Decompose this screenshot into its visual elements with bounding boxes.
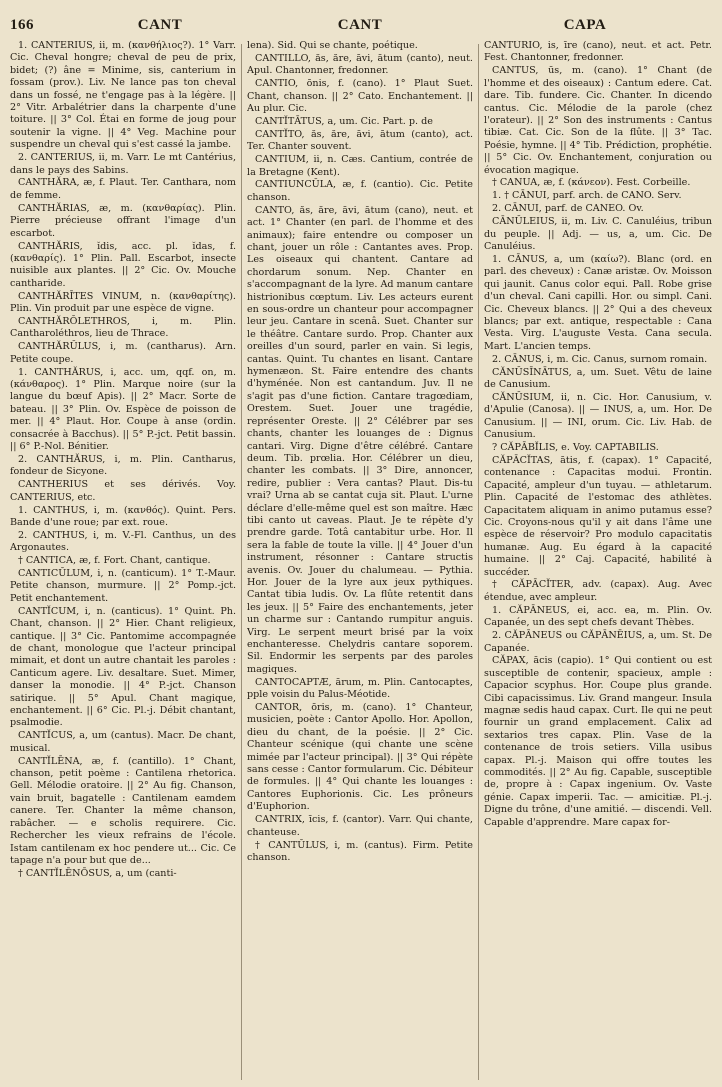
right-column [484, 40, 712, 1080]
middle-column-guide-word: CANT [337, 17, 383, 33]
dictionary-entry: CANTILLO, ăs, ăre, āvi, ātum (canto), neut. Apul. Chantonner, fredonner. [247, 52, 473, 77]
dictionary-entry: lena). Sid. Qui se chante, poétique. [247, 40, 418, 51]
dictionary-entry: CANTRIX, īcis, f. (cantor). Varr. Qui chante, chanteuse. [247, 814, 473, 838]
dictionary-entry: CANTIUM, ii, n. Cæs. Cantium, contrée de la Bretagne (Kent). [247, 154, 473, 178]
dictionary-entry: CĂPĀCĬTAS, ātis, f. (capax). 1° Capacité, contenance : Capacitas modui. Frontin. Capacité, ampleur d'un tuyau. — athletarum. Plin. Capacité de l'estomac des athlètes. Capacitatem aliquam in animo putamus esse? Cic. Croyons-nous qu'il y ait dans l'âme une espèce de réservoir? Pro modulo capacitatis humanæ. Aug. Eu égard à la capacité humaine. || 2° Caj. Capacité, habilité à succéder. [484, 454, 712, 578]
dictionary-entry: 2. CANTHUS, i, m. V.-Fl. Canthus, un des Argonautes. [10, 529, 236, 554]
dictionary-entry: CANTIO, ōnis, f. (cano). 1° Plaut Suet. Chant, chanson. || 2° Cato. Enchantement. || Au plur. Cic. [247, 78, 473, 115]
dictionary-entry: CANTĬTĀTUS, a, um. Cic. Part. p. de [255, 115, 433, 127]
left-column-guide-word: CANT [137, 17, 183, 33]
dictionary-entry: † CĂPĀCĬTER, adv. (capax). Aug. Avec étendue, avec ampleur. [484, 579, 712, 603]
dictionary-entry: 1. CANTHUS, i, m. (κανθός). Quint. Pers. Bande d'une roue; par ext. roue. [10, 504, 236, 528]
right-column-guide-word: CAPA [563, 17, 607, 33]
dictionary-entry: † CANTICA, æ, f. Fort. Chant, cantique. [18, 555, 211, 567]
dictionary-entry: CANTĬCUM, i, n. (canticus). 1° Quint. Ph. Chant, chanson. || 2° Hier. Chant religieux, cantique. || 3° Cic. Pantomime accompagnée de chant, monologue que l'acteur principal mimait, et dont un autre chantait les paroles : Canticum agere. Liv. desaltare. Suet. Mimer, danser la monodie. || 4° P.-jct. Chanson satirique. || 5° Apul. Chant magique, enchantement. || 6° Cic. Pl.-j. Débit chantant, psalmodie. [10, 605, 236, 729]
dictionary-entry: CANTHĂRA, æ, f. Plaut. Ter. Canthara, nom de femme. [10, 177, 236, 201]
dictionary-entry: CANTHĂRIAS, æ, m. (κανθαρίας). Plin. Pierre précieuse offrant l'image d'un escarbot. [10, 202, 236, 239]
dictionary-entry: 2. CANTERIUS, ii, m. Varr. Le mt Cantérius, dans le pays des Sabins. [10, 152, 236, 176]
dictionary-entry: 2. CANTHĂRUS, i, m. Plin. Cantharus, fondeur de Sicyone. [10, 453, 236, 478]
dictionary-entry: CĂNŬSĪNĀTUS, a, um. Suet. Vêtu de laine de Canusium. [484, 366, 712, 390]
dictionary-entry: CANTĬTO, ăs, ăre, āvi, ātum (canto), act. Ter. Chanter souvent. [247, 128, 473, 153]
dictionary-entry: 1. CANTHĂRUS, i, acc. um, qqf. on, m. (κάνθαρος). 1° Plin. Marque noire (sur la langue du bœuf Apis). || 2° Macr. Sorte de bateau. || 3° Plin. Ov. Espèce de poisson de mer. || 4° Plaut. Hor. Coupe à anse (ordin. consacrée à Bacchus). || 5° P.-jct. Petit bassin. || 6° P.-Nol. Bénitier. [10, 366, 236, 452]
middle-column [247, 40, 473, 1080]
dictionary-entry: † CANUA, æ, f. (κάνεον). Fest. Corbeille. [492, 177, 691, 189]
dictionary-entry: CANTĬLĒNA, æ, f. (cantillo). 1° Chant, chanson, petit poème : Cantilena rhetorica. Gell. Mélodie oratoire. || 2° Au fig. Chanson, vain bruit, bagatelle : Cantilenam eamdem canere. Ter. Chanter la même chanson, rabâcher. — e scholis requirere. Cic. Rechercher les vieux refrains de l'école. Istam cantilenam ex hoc pendere ut... Cic. Ce tapage n'a pour but que de... [10, 755, 236, 866]
dictionary-entry: CANTICŬLUM, i, n. (canticum). 1° T.-Maur. Petite chanson, murmure. || 2° Pomp.-jct. Petit enchantement. [10, 568, 236, 604]
dictionary-entry: CANTOCAPTÆ, ārum, m. Plin. Cantocaptes, pple voisin du Palus-Méotide. [247, 676, 473, 701]
running-header [0, 0, 722, 34]
dictionary-entry: CĂPAX, ācis (capio). 1° Qui contient ou est susceptible de contenir, spacieux, ample : Capacior scyphus. Hor. Coupe plus grande. Cibi capacissimus. Liv. Grand mangeur. Insula magnæ sedis haud capax. Curt. Ile qui ne peut fournir un grand emplacement. Calix ad sextarios tres capax. Plin. Vase de la contenance de trois setiers. Villa usibus capax. Pl.-j. Maison qui offre toutes les commodités. || 2° Au fig. Capable, susceptible de, propre à : Capax ingenium. Ov. Vaste génie. Capax imperii. Tac. — amicitiæ. Pl.-j. Digne du trône, d'une amitié. — discendi. Vell. Capable d'apprendre. Mare capax for- [484, 655, 712, 828]
dictionary-entry: CANTŬRIO, is, īre (cano), neut. et act. Petr. Fest. Chantonner, fredonner. [484, 40, 712, 64]
column-divider [478, 44, 479, 1080]
dictionary-entry: CANTUS, ūs, m. (cano). 1° Chant (de l'homme et des oiseaux) : Cantum edere. Cat. dare. Tib. fundere. Cic. Chanter. In dicendo cantus. Cic. Mélodie de la parole (chez l'orateur). || 2° Son des instruments : Cantus tibiæ. Cat. Cic. Son de la flûte. || 3° Tac. Poésie, hymne. || 4° Tib. Prédiction, prophétie. || 5° Cic. Ov. Enchantement, conjuration ou évocation magique. [484, 65, 712, 176]
dictionary-entry: CANTHĂRIS, ĭdis, acc. pl. ĭdas, f. (κανθαρίς). 1° Plin. Pall. Escarbot, insecte nuisible aux plantes. || 2° Cic. Ov. Mouche cantharide. [10, 240, 236, 289]
dictionary-entry: CANTOR, ōris, m. (cano). 1° Chanteur, musicien, poète : Cantor Apollo. Hor. Apollon, dieu du chant, de la poésie. || 2° Cic. Chanteur scénique (qui chante une scène mimée par l'acteur principal). || 3° Qui répète sans cesse : Cantor formularum. Cic. Débiteur de formules. || 4° Qui chante les louanges : Cantores Euphorionis. Cic. Les prôneurs d'Euphorion. [247, 702, 473, 813]
dictionary-entry: CĀNŬLEIUS, ii, m. Liv. C. Canuléius, tribun du peuple. || Adj. — us, a, um. Cic. De Canuléius. [484, 216, 712, 252]
dictionary-entry: † CANTĬLĒNŌSUS, a, um (canti- [18, 867, 177, 879]
column-divider [241, 44, 242, 1080]
dictionary-entry: † CANTŬLUS, i, m. (cantus). Firm. Petite chanson. [247, 839, 473, 863]
dictionary-entry: 2. CĀNUI, parf. de CANEO. Ov. [492, 203, 644, 215]
dictionary-entry: CANTHĂRŬLUS, i, m. (cantharus). Arn. Petite coupe. [10, 341, 236, 365]
left-column [10, 40, 236, 1080]
dictionary-entry: CANTO, ăs, ăre, āvi, ātum (cano), neut. et act. 1° Chanter (en parl. de l'homme et des animaux); faire entendre ou composer un chant, jouer un rôle : Cantantes aves. Prop. Les oiseaux qui chantent. Cantare ad chordarum sonum. Nep. Chanter en s'accompagnant de la lyre. Ad manum cantare histrionibus cœptum. Liv. Les acteurs eurent en sous-ordre un chanteur pour accompagner leur jeu. Cantare in scenâ. Suet. Chanter sur le théâtre. Cantare surdo. Prop. Chanter aux oreilles d'un sourd, parler en vain. Si legis, cantas. Quint. Tu chantes en lisant. Cantare hymenæon. St. Faire entendre des chants d'hyménée. Non est cantandum. Juv. Il ne s'agit pas d'une fiction. Cantare tragœdiam, Orestem. Suet. Jouer une tragédie, représenter Oreste. || 2° Célébrer par ses chants, chanter les louanges de : Dignus cantari. Virg. Digne d'être célébré. Cantare deum. Tib. prœlia. Hor. Célébrer un dieu, chanter les combats. || 3° Dire, annoncer, redire, publier : Vera cantas? Plaut. Dis-tu vrai? Urna ab se cantat cuja sit. Plaut. L'urne déclare d'elle-même quel est son maître. Hæc tibi canto ut caveas. Plaut. Je te répète d'y prendre garde. Totâ cantabitur urbe. Hor. Il sera la fable de toute la ville. || 4° Jouer d'un instrument, résonner : Cantare structis avenis. Ov. Jouer du chalumeau. — Pythia. Hor. Jouer de la lyre aux jeux pythiques. Cantat tibia ludis. Ov. La flûte retentit dans les jeux. || 5° Faire des enchantements, jeter un charme sur : Cantando rumpitur anguis. Virg. Le serpent meurt brisé par la voix enchanteresse. Chelydris cantare soporem. Sil. Endormir les serpents par des paroles magiques. [247, 204, 473, 675]
dictionary-entry: CĂNŬSIUM, ii, n. Cic. Hor. Canusium, v. d'Apulie (Canosa). || — INUS, a, um. Hor. De Canusium. || — INI, orum. Cic. Liv. Hab. de Canusium. [484, 391, 712, 441]
dictionary-entry: 1. CĂPĀNEUS, ei, acc. ea, m. Plin. Ov. Capanée, un des sept chefs devant Thèbes. [484, 604, 712, 629]
page-number: 166 [10, 17, 34, 33]
dictionary-entry: 2. CĂPĀNEUS ou CĂPĀNĒIUS, a, um. St. De Capanée. [484, 630, 712, 654]
dictionary-entry: 1. CANTERIUS, ii, m. (κανθήλιος?). 1° Varr. Cic. Cheval hongre; cheval de peu de prix, bidet; (?) âne = Minime, sis, canterium in fossam (prov.). Liv. Ne lance pas ton cheval dans un fossé, ne t'engage pas à la légère. || 2° Vitr. Arbalétrier dans la charpente d'une toiture. || 3° Col. Étai en forme de joug pour soutenir la vigne. || 4° Veg. Machine pour suspendre un cheval qui s'est cassé la jambe. [10, 40, 236, 151]
dictionary-entry: CANTHĂRŎLETHROS, i, m. Plin. Cantharoléthros, lieu de Thrace. [10, 315, 236, 340]
dictionary-entry: 1. † CĀNUI, parf. arch. de CANO. Serv. [492, 190, 682, 202]
dictionary-entry: 2. CĀNUS, i, m. Cic. Canus, surnom romain. [492, 353, 708, 365]
dictionary-entry: CANTĬCUS, a, um (cantus). Macr. De chant, musical. [10, 730, 236, 754]
dictionary-entry: 1. CĀNUS, a, um (καίω?). Blanc (ord. en parl. des cheveux) : Canæ aristæ. Ov. Moisson qui jaunit. Canus color equi. Pall. Robe grise d'un cheval. Cani capilli. Hor. ou simpl. Cani. Cic. Cheveux blancs. || 2° Qui a des cheveux blancs; par ext. antique, respectable : Cana Vesta. Virg. L'auguste Vesta. Cana secula. Mart. L'ancien temps. [484, 253, 712, 352]
dictionary-entry: CANTHĂRĪTES VINUM, n. (κανθαρίτης). Plin. Vin produit par une espèce de vigne. [10, 290, 236, 315]
dictionary-entry: CANTIUNCŬLA, æ, f. (cantio). Cic. Petite chanson. [247, 179, 473, 203]
dictionary-entry: ? CĂPĀBĬLIS, e. Voy. CAPTABILIS. [492, 442, 659, 453]
dictionary-entry: CANTHERIUS et ses dérivés. Voy. CANTERIUS, etc. [10, 479, 236, 503]
